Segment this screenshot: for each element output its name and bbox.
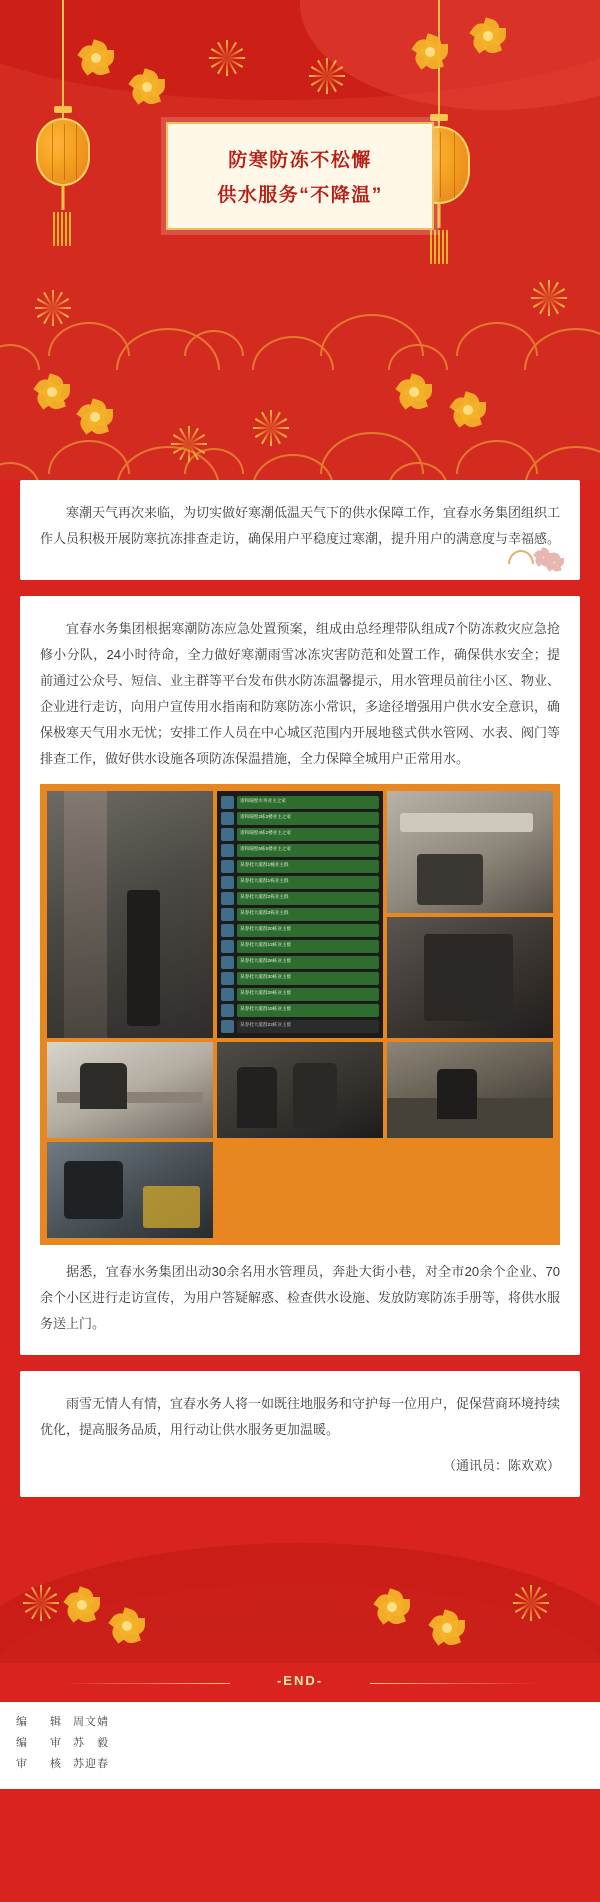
chat-message: 某春桂大厦群13栋业主群 — [237, 940, 379, 953]
page-title-line2: 供水服务“不降温” — [217, 185, 383, 206]
credit-label-approver: 审 核 — [16, 1757, 67, 1770]
sparkle-icon-8 — [510, 1573, 552, 1615]
closing-paragraph: 雨雪无情人有情，宜春水务人将一如既往地服务和守护每一位用户，促保营商环境持续优化，提高服务品质，用行动让供水服务更加温暖。 — [40, 1396, 561, 1437]
photo-meter-check — [387, 791, 553, 913]
chat-message: 某春桂大厦群30栋业主群 — [237, 972, 379, 985]
chat-avatar-icon — [221, 796, 234, 809]
main-card — [20, 596, 580, 1355]
chat-message: 某春桂大厦群3栋业主群 — [237, 908, 379, 921]
flower-icon-10 — [110, 1609, 144, 1643]
chat-avatar-icon — [221, 940, 234, 953]
reporter-signature: （通讯员：陈欢欢） — [442, 1458, 560, 1473]
sparkle-icon-2 — [306, 46, 348, 88]
intro-paragraph: 寒潮天气再次来临，为切实做好寒潮低温天气下的供水保障工作，宜春水务集团组织工作人员积极开展防寒抗冻排查走访，确保用户平稳度过寒潮，提升用户的满意度与幸福感。 — [40, 505, 561, 546]
chat-avatar-icon — [221, 860, 234, 873]
chat-message: 某春桂大厦群29栋业主群 — [237, 988, 379, 1001]
chat-message: 某春桂大厦群23栋业主群 — [237, 1020, 379, 1033]
photo-office-visit — [47, 1042, 213, 1138]
chat-row — [221, 828, 379, 841]
chat-avatar-icon — [221, 876, 234, 889]
article-content — [0, 480, 600, 1702]
credits-block — [0, 1702, 600, 1789]
chat-message: 某春桂大厦群19栋业主群 — [237, 1004, 379, 1017]
chat-row — [221, 988, 379, 1001]
page-title-line1: 防寒防冻不松懈 — [228, 150, 372, 171]
chat-row — [221, 972, 379, 985]
chat-avatar-icon — [221, 828, 234, 841]
chat-message: 请和隔壁5栋5楼业主之家 — [237, 844, 379, 857]
credit-row-approver — [16, 1754, 584, 1775]
cloud-band-upper — [0, 300, 600, 370]
flower-icon-4 — [470, 18, 506, 54]
lantern-cord-left — [62, 0, 64, 118]
chat-avatar-icon — [221, 892, 234, 905]
chat-row — [221, 940, 379, 953]
flower-icon-7 — [392, 370, 436, 414]
header-banner — [0, 0, 600, 480]
credit-value-approver: 苏迎春 — [73, 1757, 109, 1770]
footer-decoration — [0, 1513, 600, 1663]
chat-message: 请和隔壁4栋2楼业主之家 — [237, 828, 379, 841]
closing-card — [20, 1371, 580, 1497]
end-marker: -END- — [20, 1663, 580, 1702]
chat-message: 某春桂大厦群2栋业主群 — [237, 892, 379, 905]
chat-avatar-icon — [221, 1020, 234, 1033]
chat-row — [221, 844, 379, 857]
chat-message: 某春桂大厦群1栋业主群 — [237, 876, 379, 889]
cloud-band-lower — [0, 418, 600, 480]
chat-message: 某春桂大厦群20栋业主群 — [237, 924, 379, 937]
chat-avatar-icon — [221, 924, 234, 937]
flower-icon-11 — [370, 1585, 414, 1629]
chat-avatar-icon — [221, 844, 234, 857]
photo-collage — [40, 784, 560, 1245]
chat-row — [221, 860, 379, 873]
photo-valve-repair — [47, 1142, 213, 1238]
chat-row — [221, 924, 379, 937]
decor-flourish-icon-1 — [508, 546, 564, 572]
lantern-tassel-left — [53, 212, 73, 246]
chat-row — [221, 892, 379, 905]
chat-avatar-icon — [221, 908, 234, 921]
chat-message: 请和隔壁2栋3楼业主之家 — [237, 812, 379, 825]
photo-street-visit — [387, 1042, 553, 1138]
photo-wechat-group-chat — [217, 791, 383, 1038]
flower-icon-2 — [130, 70, 164, 104]
lantern-icon-left — [36, 118, 90, 186]
lantern-tassel-right — [430, 230, 450, 264]
chat-message: 请和隔壁水务业主之家 — [237, 796, 379, 809]
photo-corridor-inspection — [47, 791, 213, 1038]
chat-avatar-icon — [221, 812, 234, 825]
credit-value-editor: 周文婧 — [73, 1716, 109, 1728]
flower-icon-5 — [30, 370, 74, 414]
chat-avatar-icon — [221, 1004, 234, 1017]
chat-avatar-icon — [221, 972, 234, 985]
photo-door-inspection — [387, 917, 553, 1039]
credit-value-reviewer: 苏 毅 — [73, 1736, 109, 1749]
flower-icon-1 — [74, 36, 118, 80]
chat-row — [221, 876, 379, 889]
chat-row — [221, 908, 379, 921]
chat-avatar-icon — [221, 956, 234, 969]
chat-message: 某春桂大厦群1幢业主群 — [237, 860, 379, 873]
chat-row — [221, 956, 379, 969]
sparkle-icon-1 — [206, 28, 248, 70]
intro-card — [20, 480, 580, 580]
chat-row — [221, 796, 379, 809]
chat-row — [221, 1004, 379, 1017]
chat-message: 某春桂大厦群26栋业主群 — [237, 956, 379, 969]
flower-icon-9 — [60, 1583, 104, 1627]
credit-label-reviewer: 编 审 — [16, 1736, 67, 1749]
flower-icon-3 — [408, 30, 452, 74]
flower-icon-12 — [430, 1611, 464, 1645]
credit-label-editor: 编 辑 — [16, 1716, 67, 1728]
chat-row — [221, 1020, 379, 1033]
chat-row — [221, 812, 379, 825]
credit-row-editor — [16, 1712, 584, 1733]
credit-row-reviewer — [16, 1733, 584, 1754]
photo-community-visit — [217, 1042, 383, 1138]
chat-avatar-icon — [221, 988, 234, 1001]
measures-paragraph: 宜春水务集团根据寒潮防冻应急处置预案，组成由总经理带队组成7个防冻救灾应急抢修小分队，24小时待命，全力做好寒潮雨雪冰冻灾害防范和处置工作，确保供水安全；提前通过公众号、短信、业主群等平台发布供水防冻温馨提示，用水管理员前往小区、物业、企业进行走访，向用户宣传用水指南和防寒防冻小常识，多途径增强用户供水安全意识，确保极寒天气用水无忧；安排工作人员在中心城区范围内开展地毯式供水管网、水表、阀门等排查工作，做好供水设施各项防冻保温措施，全力保障全城用户正常用水。 — [40, 621, 561, 766]
statistics-paragraph: 据悉，宜春水务集团出动30余名用水管理员，奔赴大街小巷，对全市20余个企业、70余个小区进行走访宣传，为用户答疑解惑、检查供水设施、发放防寒防冻手册等，将供水服务送上门。 — [40, 1264, 561, 1331]
article-title-card — [166, 122, 434, 230]
sparkle-icon-7 — [20, 1573, 62, 1615]
